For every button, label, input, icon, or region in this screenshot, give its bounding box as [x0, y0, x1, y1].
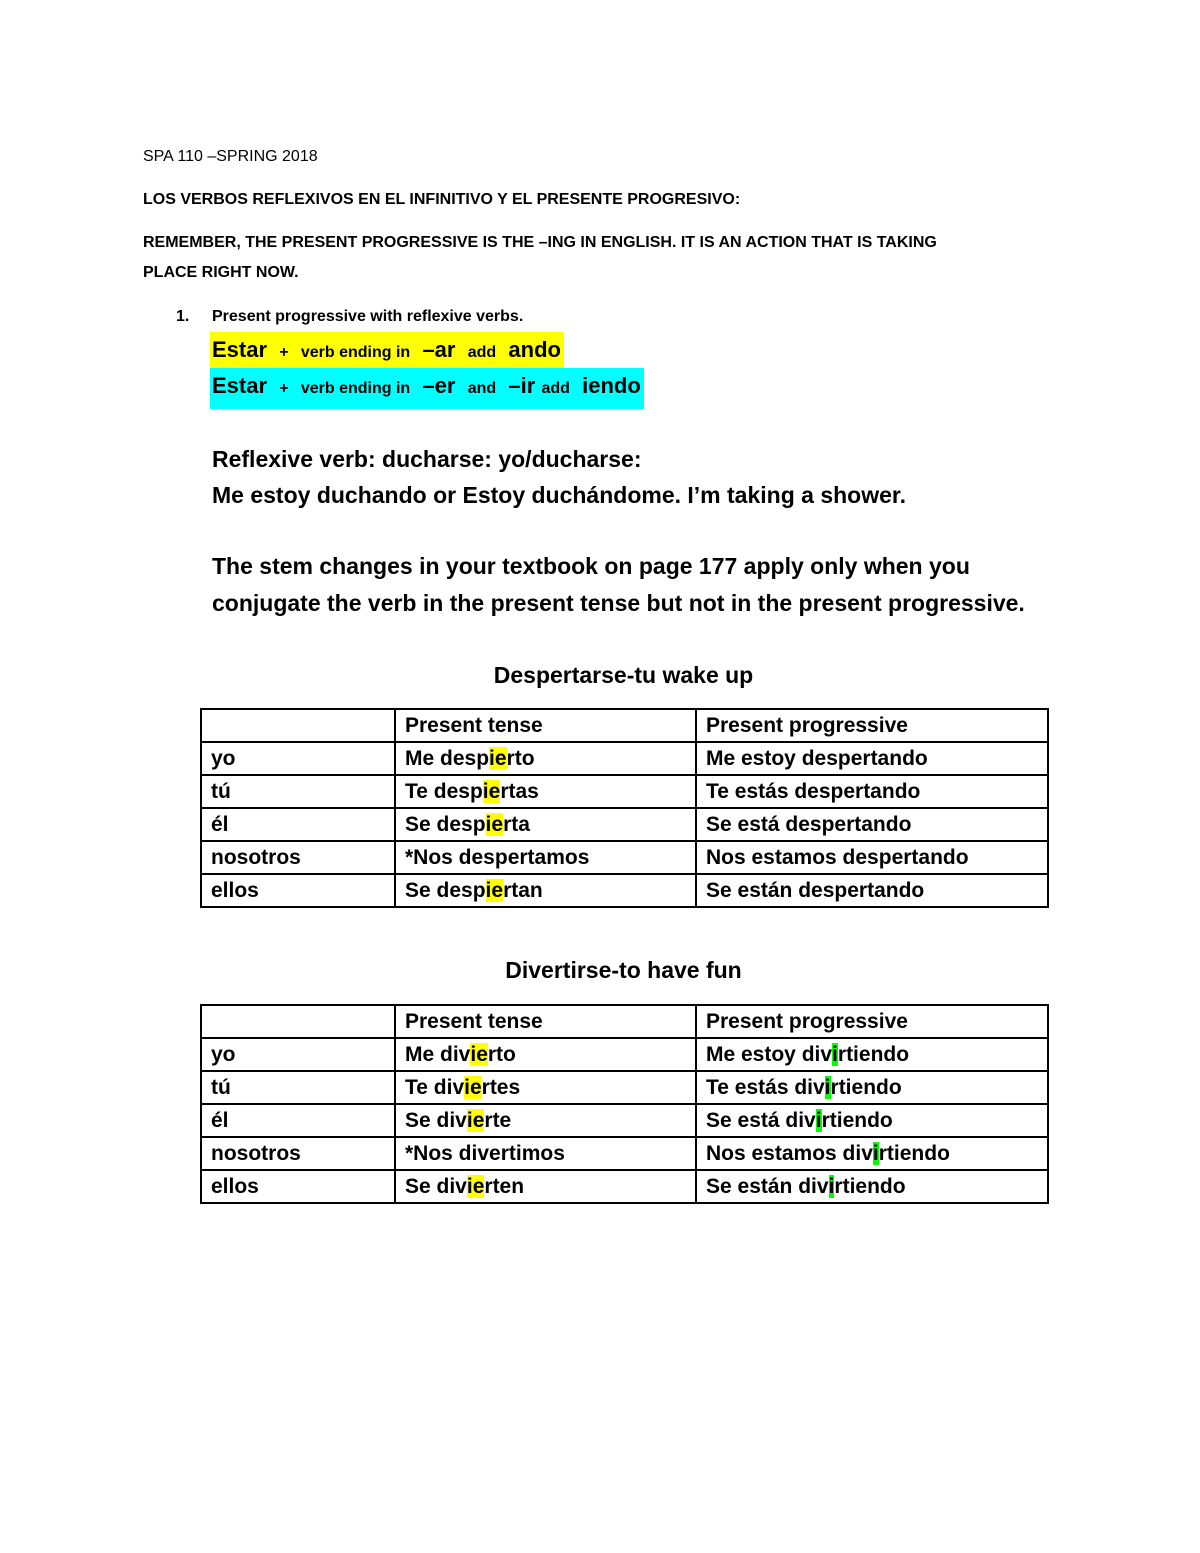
rule-er-ending: –er [422, 373, 456, 398]
example-line-2: Me estoy duchando or Estoy duchándome. I’m taking a shower. [212, 482, 906, 508]
table-row [201, 1104, 1048, 1137]
example-line-1: Reflexive verb: ducharse: yo/ducharse: [212, 446, 642, 472]
present-tense-cell [395, 874, 696, 907]
header-cell-empty [201, 709, 395, 742]
progressive-after: rtiendo [821, 1108, 893, 1132]
present-after: rtes [481, 1075, 521, 1099]
present-stem-highlight: ie [485, 878, 504, 902]
rule-er-estar: Estar [212, 373, 268, 398]
present-before: Me desp [405, 746, 490, 770]
progressive-before: Te estás div [706, 1075, 825, 1099]
rule-er-verb-ending: verb ending in [300, 380, 411, 397]
rule-er-add: add [541, 380, 570, 397]
present-tense-cell [395, 1038, 696, 1071]
note-line-2: conjugate the verb in the present tense but not in the present progressive. [212, 590, 1025, 616]
progressive-stem-highlight: i [832, 1042, 838, 1066]
progressive-before: Se están div [706, 1174, 829, 1198]
remember-line-2: PLACE RIGHT NOW. [143, 264, 299, 281]
rule-er-and: and [467, 380, 497, 397]
progressive-after: rtiendo [830, 1075, 902, 1099]
pronoun-cell: él [201, 808, 395, 841]
present-before: Se div [405, 1174, 467, 1198]
present-progressive-cell: Se está despertando [696, 808, 1048, 841]
pronoun-cell: él [201, 1104, 395, 1137]
table-row [201, 1071, 1048, 1104]
present-after: rtan [503, 878, 543, 902]
present-tense-cell [395, 1170, 696, 1203]
present-stem-highlight: ie [489, 746, 507, 770]
pronoun-cell: nosotros [201, 1137, 395, 1170]
header-cell-present: Present tense [395, 709, 696, 742]
progressive-before: Me estoy div [706, 1042, 833, 1066]
pronoun-cell: ellos [201, 874, 395, 907]
header-cell-present: Present tense [395, 1005, 696, 1038]
present-stem-highlight: ie [466, 1174, 485, 1198]
present-before: *Nos divertimos [405, 1141, 565, 1165]
progressive-after: rtiendo [837, 1042, 910, 1066]
rule-ir-ending: –ir [508, 373, 536, 398]
present-stem-highlight: ie [466, 1108, 485, 1132]
present-before: Se div [405, 1108, 467, 1132]
present-after: rto [487, 1042, 516, 1066]
present-after: rta [503, 812, 530, 836]
present-progressive-cell [696, 1038, 1048, 1071]
present-stem-highlight: ie [482, 779, 501, 803]
present-stem-highlight: ie [464, 1075, 482, 1099]
rule-ar-formula [210, 332, 564, 373]
progressive-after: rtiendo [834, 1174, 906, 1198]
table-header-row [201, 1005, 1048, 1038]
present-progressive-cell [696, 1170, 1048, 1203]
pronoun-cell: yo [201, 1038, 395, 1071]
document-title: LOS VERBOS REFLEXIVOS EN EL INFINITIVO Y EL PRESENTE PROGRESIVO: [143, 191, 741, 208]
progressive-stem-highlight: i [828, 1174, 835, 1198]
present-progressive-cell [696, 1137, 1048, 1170]
rule-ar-add: add [467, 344, 497, 361]
present-progressive-cell: Me estoy despertando [696, 742, 1048, 775]
course-line: SPA 110 –SPRING 2018 [143, 148, 318, 165]
present-progressive-cell: Nos estamos despertando [696, 841, 1048, 874]
present-after: rten [484, 1174, 525, 1198]
rule-ar-suffix: ando [508, 337, 561, 362]
present-progressive-cell: Se están despertando [696, 874, 1048, 907]
divertirse-table [200, 1004, 1049, 1204]
present-after: rte [484, 1108, 512, 1132]
present-before: *Nos despertamos [405, 845, 590, 869]
remember-line-1: REMEMBER, THE PRESENT PROGRESSIVE IS THE –ING IN ENGLISH. IT IS AN ACTION THAT IS TAKING [143, 234, 937, 251]
progressive-before: Nos estamos div [706, 1141, 873, 1165]
header-cell-progressive: Present progressive [696, 1005, 1048, 1038]
header-cell-empty [201, 1005, 395, 1038]
rule-ar-verb-ending: verb ending in [300, 344, 411, 361]
pronoun-cell: ellos [201, 1170, 395, 1203]
present-progressive-cell [696, 1104, 1048, 1137]
present-tense-cell [395, 841, 696, 874]
present-after: rto [506, 746, 535, 770]
present-tense-cell [395, 808, 696, 841]
present-before: Te desp [405, 779, 483, 803]
present-stem-highlight: ie [485, 812, 504, 836]
rule-ar-estar: Estar [212, 337, 268, 362]
progressive-stem-highlight: i [824, 1075, 831, 1099]
table-row [201, 1137, 1048, 1170]
rule-er-plus: + [279, 380, 289, 397]
despertarse-table [200, 708, 1049, 908]
section-number: 1. [176, 308, 190, 325]
present-after: rtas [500, 779, 539, 803]
present-progressive-cell: Te estás despertando [696, 775, 1048, 808]
table-row [201, 841, 1048, 874]
pronoun-cell: nosotros [201, 841, 395, 874]
note-line-1: The stem changes in your textbook on page 177 apply only when you [212, 553, 970, 579]
rule-er-ir-formula [210, 368, 644, 409]
present-tense-cell [395, 1137, 696, 1170]
table-row [201, 874, 1048, 907]
present-tense-cell [395, 1104, 696, 1137]
rule-ar-ending: –ar [422, 337, 456, 362]
table-row [201, 775, 1048, 808]
table2-title: Divertirse-to have fun [505, 957, 742, 983]
present-tense-cell [395, 742, 696, 775]
table-header-row [201, 709, 1048, 742]
progressive-stem-highlight: i [872, 1141, 879, 1165]
progressive-before: Se está div [706, 1108, 816, 1132]
pronoun-cell: tú [201, 775, 395, 808]
present-before: Se desp [405, 878, 486, 902]
pronoun-cell: yo [201, 742, 395, 775]
present-before: Te div [405, 1075, 465, 1099]
present-before: Se desp [405, 812, 486, 836]
section-heading: Present progressive with reflexive verbs. [212, 308, 524, 325]
table-row [201, 808, 1048, 841]
rule-ar-plus: + [279, 344, 289, 361]
table-row [201, 1038, 1048, 1071]
rule-er-suffix: iendo [582, 373, 641, 398]
header-cell-progressive: Present progressive [696, 709, 1048, 742]
present-progressive-cell [696, 1071, 1048, 1104]
table-row [201, 1170, 1048, 1203]
progressive-after: rtiendo [878, 1141, 950, 1165]
table-row [201, 742, 1048, 775]
table1-title: Despertarse-tu wake up [493, 662, 754, 688]
present-tense-cell [395, 1071, 696, 1104]
present-stem-highlight: ie [470, 1042, 488, 1066]
present-before: Me div [405, 1042, 471, 1066]
pronoun-cell: tú [201, 1071, 395, 1104]
progressive-stem-highlight: i [815, 1108, 822, 1132]
present-tense-cell [395, 775, 696, 808]
